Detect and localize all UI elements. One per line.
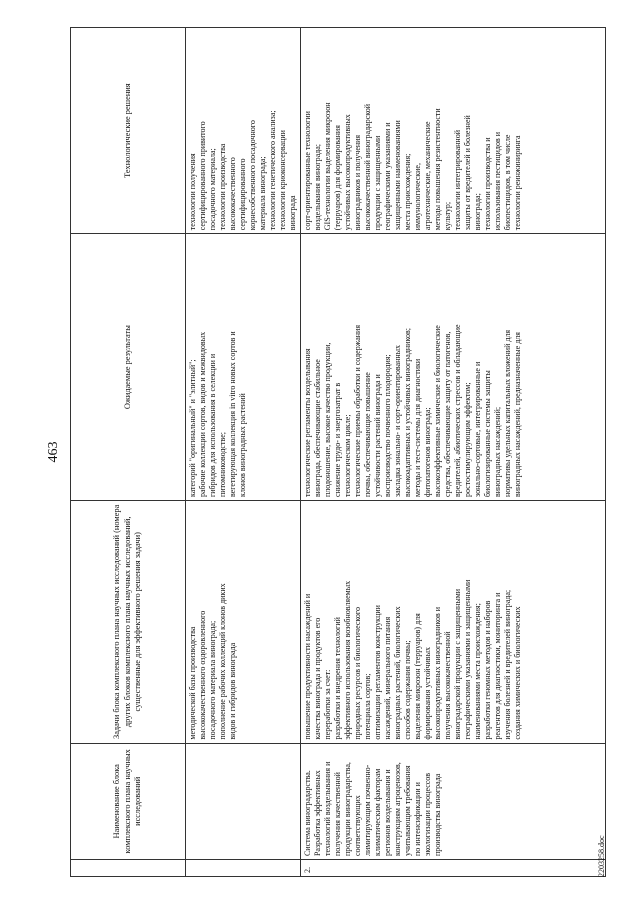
block-name-cell [301, 743, 606, 859]
cell-line: технологические приемы обработки и содержания [353, 324, 362, 498]
cell-line: виноградарской продукции с защищенными [453, 588, 462, 740]
cell-line: изучения болезней и вредителей винограда; [503, 589, 512, 740]
cell-line: биопестицидов, в том числе [503, 134, 512, 231]
cell-line: ростостимулирующим эффектом; [463, 382, 472, 498]
cell-line: географическими указаниями и [383, 122, 392, 231]
header-expected-results: Ожидаемые результаты [71, 234, 186, 501]
cell-line: формирования устойчивых [423, 647, 432, 740]
cell-line: средства, обеспечивающие защиту от патогенов, [443, 331, 452, 498]
cell-line: технологии производства [218, 143, 227, 231]
cell-line: культур; [443, 201, 452, 231]
cell-line: возделывания винограда; [313, 144, 322, 231]
tech-cell [186, 28, 301, 234]
cell-line: посадочного материала винограда; [208, 620, 217, 740]
cell-line: высокопродуктивных виноградников и [433, 606, 442, 740]
cell-line: продукции с защищенными [373, 135, 382, 231]
cell-line: сорт-ориентированные технологии [303, 111, 312, 231]
cell-line: технологии производства и [483, 137, 492, 231]
cell-line: сертифицированного привитого [198, 121, 207, 231]
cell-line: методы повышения резистентности [433, 108, 442, 231]
cell-line: зонально-сортовые, интегрированные и [473, 361, 482, 498]
cell-line: использования пестицидов и [493, 131, 502, 231]
research-plan-table [70, 27, 606, 877]
document-code: 2203258.doc [597, 835, 606, 877]
cell-line: конструкциям агроценозов, [393, 762, 402, 857]
cell-line: виноградных насаждений, предназначенные для [513, 332, 522, 498]
cell-line: методической базы производства [188, 626, 197, 740]
cell-line: иммунологические, [413, 163, 422, 231]
cell-line: материала винограда; [258, 156, 267, 231]
cell-line: устойчивых высокопродуктивных [343, 114, 352, 231]
cell-line: категорий "оригинальный" и "элитный"; [188, 359, 197, 498]
cell-line: регионов возделывания и [383, 769, 392, 857]
cell-line: защиты от вредителей и болезней [463, 115, 472, 231]
cell-line: сертифицированного [238, 158, 247, 231]
cell-line: географическими указаниями и защищенными [463, 579, 472, 740]
header-tasks: Задачи блока комплексного плана научных исследований (номера других блоков комплексного плана научных исследований, существенные для эффективного решения задачи) [71, 501, 186, 744]
cell-line: высокоэффективные химические и биологические [433, 325, 442, 498]
cell-line: по интенсификации и [413, 782, 422, 857]
cell-line: посадочного материала; [208, 148, 217, 231]
cell-line: технологий возделывания и [323, 761, 332, 857]
table-row [301, 28, 606, 877]
cell-line: экологизации процессов [423, 772, 432, 857]
cell-line: закладка зонально- и сорт-ориентированных [393, 344, 402, 498]
cell-line: Разработка эффективных [313, 770, 322, 857]
cell-line: рабочие коллекции сортов, видов и межвидовых [198, 331, 207, 498]
cell-line: GIS-технологии выделения микрозон [323, 102, 332, 231]
cell-line: учитывающим требования [403, 765, 412, 857]
cell-line: клонов виноградных растений [238, 393, 247, 498]
cell-line: вегетирующая коллекция in vitro новых сортов и [228, 331, 237, 498]
cell-line: эффективного использования возобновляемых [343, 580, 352, 740]
results-cell [186, 234, 301, 501]
cell-line: винограда; [473, 193, 482, 231]
cell-line: технологии генетического анализа; [268, 110, 277, 231]
cell-line: получения высококачественной [443, 631, 452, 740]
cell-line: потенциала сортов; [363, 673, 372, 740]
cell-line: технологии реинжиниринга [513, 135, 522, 231]
cell-line: выделения микрозон (терруаров) для [413, 613, 422, 740]
cell-line: высококачественного [228, 157, 237, 231]
cell-line: снижение трудо- и энергозатрат в [333, 382, 342, 498]
cell-line: переработки за счет: [323, 669, 332, 740]
cell-line: биологизированные системы защиты [483, 370, 492, 498]
cell-line: технологическом цикле; [343, 414, 352, 498]
tech-cell [301, 28, 606, 234]
cell-line: видов и гибридов винограда [228, 642, 237, 740]
page-number: 463 [46, 441, 61, 463]
cell-line: разработки геномных методов и наборов [483, 600, 492, 740]
cell-line: природных ресурсов и биологического [353, 607, 362, 740]
cell-line: питомниководстве; [218, 432, 227, 498]
cell-line: технологии получения [188, 153, 197, 231]
cell-line: виноградных растений, биологических [393, 606, 402, 740]
cell-line: гибридов для использования в селекции и [208, 353, 217, 498]
cell-line: почвы, обеспечивающие повышение [363, 372, 372, 498]
cell-line: виноградных насаждений; [493, 406, 502, 498]
cell-line: (терруаров) для формирования [333, 125, 342, 231]
cell-line: климатическим факторам [373, 768, 382, 857]
cell-line: способов содержания почвы; [403, 640, 412, 740]
cell-line: защищенными наименованиями [393, 120, 402, 231]
cell-line: производства винограда [433, 773, 442, 857]
cell-line: виноградников и получения [353, 134, 362, 231]
header-tech-solutions: Технологические решения [71, 28, 186, 234]
row-number [186, 860, 301, 877]
cell-line: качества винограда и продуктов его [313, 617, 322, 740]
cell-line: высококачественного оздоровленного [198, 610, 207, 740]
cell-line: высокоадаптивных и устойчивых виноградников; [403, 328, 412, 498]
cell-line: наименованиями места происхождения; [473, 603, 482, 740]
cell-line: лимитирующим почвенно- [363, 764, 372, 857]
rotated-page [40, 27, 606, 877]
tasks-cell [301, 501, 606, 744]
header-number [71, 860, 186, 877]
header-block-name: Наименование блока комплексного плана научных исследований [71, 743, 186, 859]
cell-line: технологии интегрированной [453, 130, 462, 231]
row-number: 2. [301, 860, 606, 877]
cell-line: устойчивости растений винограда и [373, 374, 382, 498]
cell-line: реагентов для диагностики, мониторинга и [493, 592, 502, 740]
cell-line: вредителей, абиотических стрессов и обладающие [453, 324, 462, 498]
cell-line: высококачественной виноградарской [363, 103, 372, 231]
cell-line: разработки и внедрения технологий [333, 617, 342, 740]
cell-line: агротехнические, механические [423, 121, 432, 231]
cell-line: Система виноградарства. [303, 770, 312, 857]
cell-line: получения качественной [333, 772, 342, 857]
cell-line: создания химических и биологических [513, 606, 522, 740]
cell-line: продукции виноградарства, [343, 762, 352, 857]
cell-line: соответствующих [353, 795, 362, 857]
table-row [186, 28, 301, 877]
cell-line: воспроизводство почвенного плодородия; [383, 354, 392, 498]
cell-line: винограда, обеспечивающие стабильное [313, 359, 322, 498]
tasks-cell [186, 501, 301, 744]
cell-line: технологические регламенты возделывания [303, 348, 312, 498]
cell-line: оптимизации регламентов конструкции [373, 605, 382, 740]
block-name-cell [186, 743, 301, 859]
cell-line: плодоношение, высокое качество продукции, [323, 342, 332, 498]
cell-line: пополнение рабочих коллекций клонов диких [218, 583, 227, 740]
cell-line: повышение продуктивности насаждений и [303, 593, 312, 740]
cell-line: насаждений, минерального питания [383, 616, 392, 740]
cell-line: нормативы удельных капитальных вложений для [503, 329, 512, 498]
table-header-row [71, 28, 186, 877]
cell-line: корнесобственного посадочного [248, 120, 257, 231]
cell-line: технологии криоконсервации [278, 130, 287, 231]
cell-line: фитопатогенов винограда; [423, 407, 432, 498]
results-cell [301, 234, 606, 501]
cell-line: винограда [288, 195, 297, 231]
cell-line: места происхождения; [403, 153, 412, 231]
cell-line: методы и тест-системы для диагностики [413, 358, 422, 498]
